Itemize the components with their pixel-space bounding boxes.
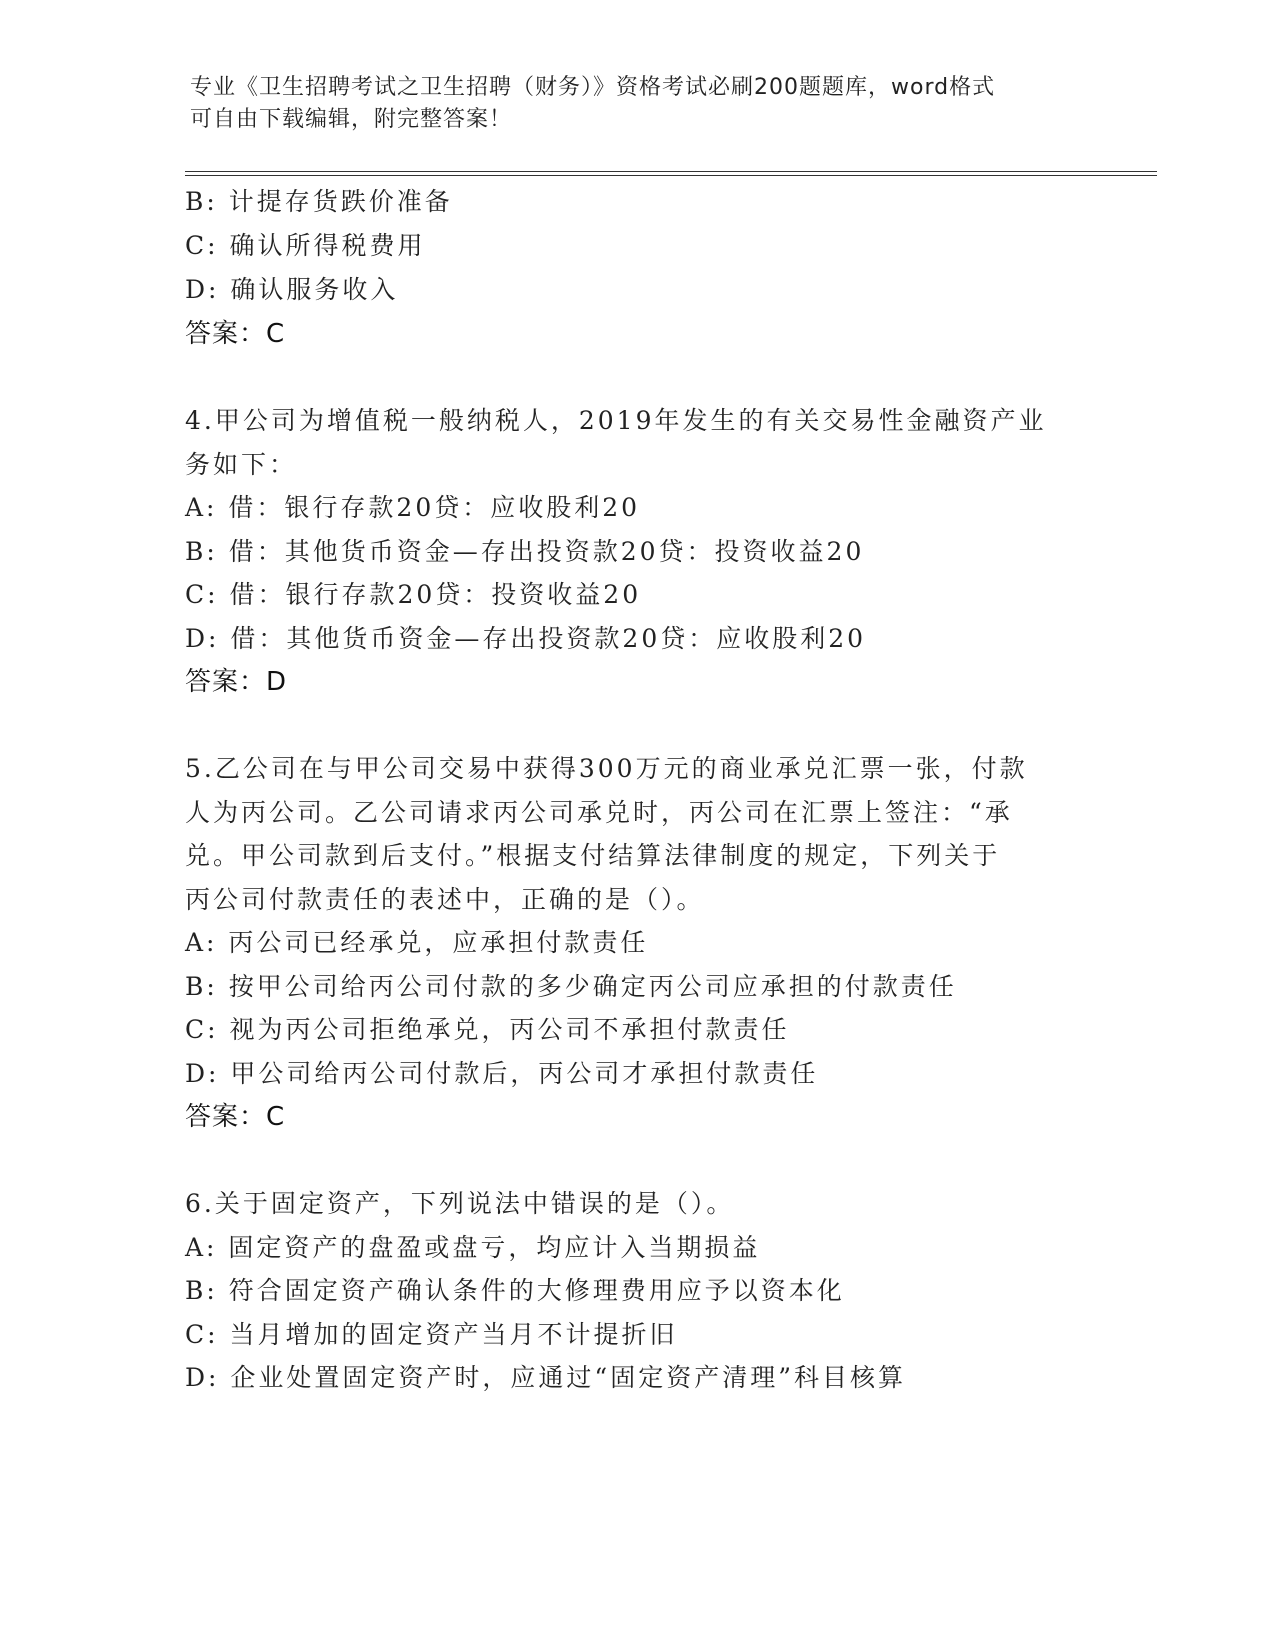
- header-line-1: 专业《卫生招聘考试之卫生招聘（财务）》资格考试必刷200题题库，word格式: [190, 75, 996, 100]
- q4-stem-line-1: 4.甲公司为增值税一般纳税人，2019年发生的有关交易性金融资产业: [185, 406, 1047, 435]
- q3-option-c: C: 确认所得税费用: [185, 231, 426, 260]
- q3-answer: 答案：C: [185, 319, 286, 349]
- q4-stem-line-2: 务如下：: [185, 450, 298, 479]
- q4-option-c: C: 借：银行存款20贷：投资收益20: [185, 580, 642, 609]
- q5-option-b: B: 按甲公司给丙公司付款的多少确定丙公司应承担的付款责任: [185, 972, 957, 1001]
- q5-answer: 答案：C: [185, 1102, 286, 1132]
- header-rule-top: [185, 171, 1157, 172]
- q5-option-c: C: 视为丙公司拒绝承兑，丙公司不承担付款责任: [185, 1015, 790, 1044]
- q4-option-d: D: 借：其他货币资金—存出投资款20贷：应收股利20: [185, 624, 867, 653]
- q5-stem-line-1: 5.乙公司在与甲公司交易中获得300万元的商业承兑汇票一张，付款: [185, 754, 1028, 783]
- q5-option-a: A: 丙公司已经承兑，应承担付款责任: [185, 928, 649, 957]
- q6-option-c: C: 当月增加的固定资产当月不计提折旧: [185, 1320, 678, 1349]
- q6-option-d: D: 企业处置固定资产时，应通过“固定资产清理”科目核算: [185, 1363, 906, 1392]
- q5-stem-line-2: 人为丙公司。乙公司请求丙公司承兑时，丙公司在汇票上签注：“承: [185, 798, 1013, 827]
- q3-option-d: D: 确认服务收入: [185, 275, 399, 304]
- q5-stem-line-4: 丙公司付款责任的表述中，正确的是（）。: [185, 885, 705, 914]
- q4-answer: 答案：D: [185, 667, 288, 697]
- q3-option-b: B: 计提存货跌价准备: [185, 187, 453, 216]
- q6-stem-line-1: 6.关于固定资产，下列说法中错误的是（）。: [185, 1189, 735, 1218]
- q6-option-b: B: 符合固定资产确认条件的大修理费用应予以资本化: [185, 1276, 845, 1305]
- q4-option-b: B: 借：其他货币资金—存出投资款20贷：投资收益20: [185, 537, 865, 566]
- q5-stem-line-3: 兑。甲公司款到后支付。”根据支付结算法律制度的规定，下列关于: [185, 841, 1001, 870]
- q6-option-a: A: 固定资产的盘盈或盘亏，均应计入当期损益: [185, 1233, 761, 1262]
- header-line-2: 可自由下载编辑，附完整答案！: [190, 107, 513, 132]
- q4-option-a: A: 借：银行存款20贷：应收股利20: [185, 493, 641, 522]
- header-rule-bottom: [185, 175, 1157, 176]
- q5-option-d: D: 甲公司给丙公司付款后，丙公司才承担付款责任: [185, 1059, 819, 1088]
